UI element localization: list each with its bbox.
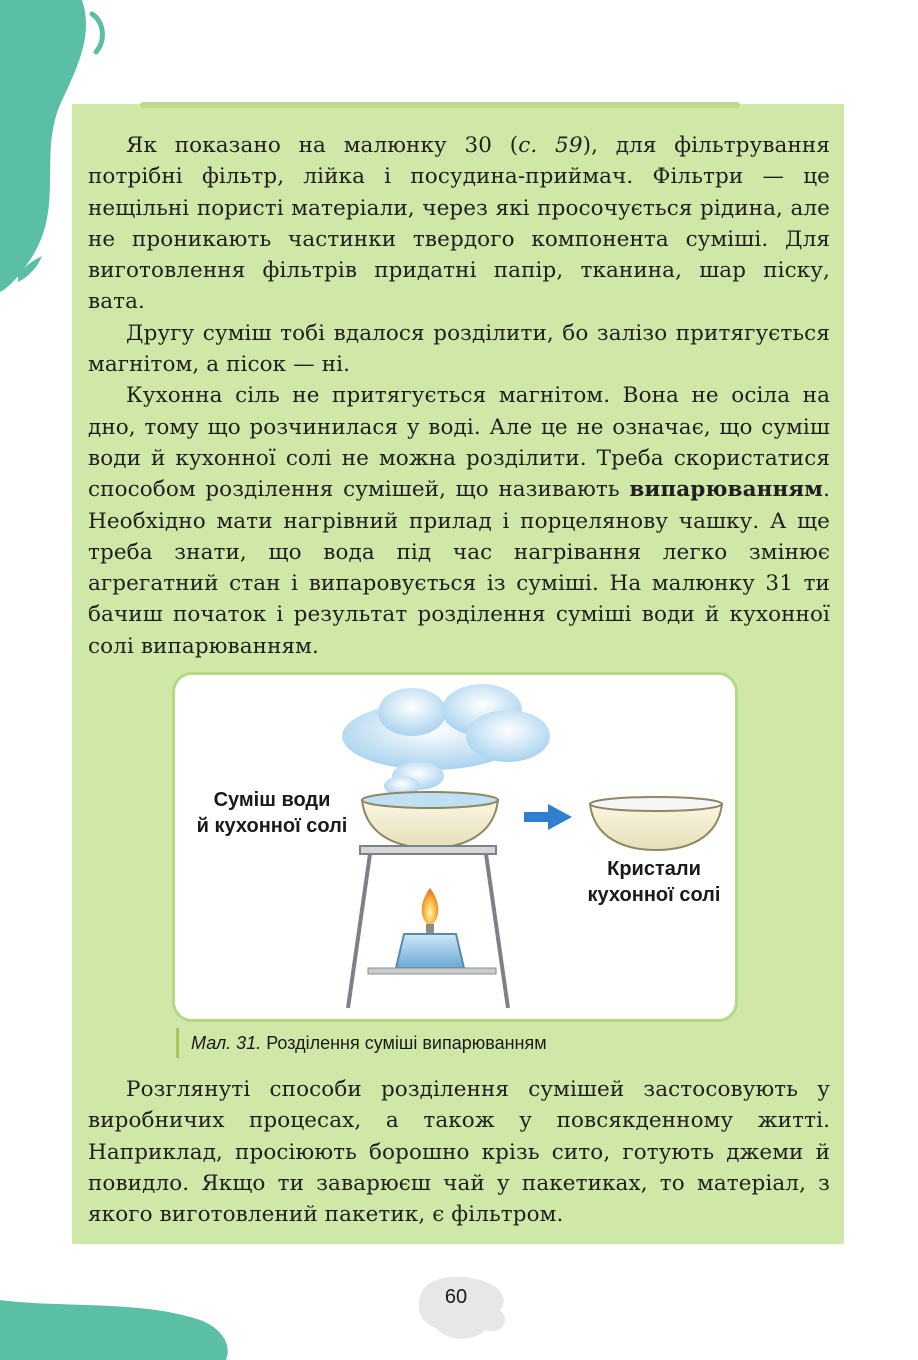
steam-puff-icon	[384, 762, 444, 796]
teal-wave-accent	[92, 14, 102, 52]
page-number: 60	[444, 1286, 468, 1308]
text-run: Кухонна сіль не притягується магнітом. Вона не осіла на дно, тому що розчинилася у воді. Але це не означає, що суміш води й кухонної солі не можна розділити. Треба скористатися способом розділення сумішей, що називають	[88, 383, 830, 503]
label-line: кухонної солі	[587, 884, 721, 906]
evaporation-illustration	[172, 672, 738, 1022]
main-text	[88, 130, 830, 662]
text-run: ), для фільтрування потрібні фільтр, лійка і посудина-приймач. Фільтри — це нещільні пористі матеріали, через які просочується рідина, але не проникають частинки твердого компонента суміші. Для виготовлення фільтрів придатні папір, тканина, шар піску, вата.	[88, 133, 830, 315]
arrow-right-icon	[524, 804, 572, 830]
paragraph-magnet: Другу суміш тобі вдалося розділити, бо залізо притягується магнітом, а пісок — ні.	[88, 320, 830, 378]
steam-cloud-icon	[342, 684, 550, 770]
panel-top-edge	[140, 102, 740, 108]
text-run: . Необхідно мати нагрівний прилад і порцелянову чашку. А ще треба знати, що вода під час нагрівання легко змінює агрегатний стан і випаровується із суміші. На малюнку 31 ти бачиш початок і результат розділення суміші води й кухонної солі випарюванням.	[88, 477, 830, 659]
paragraph-filtering	[88, 130, 830, 318]
label-line: Суміш води	[213, 789, 331, 811]
figure-caption	[176, 1028, 547, 1058]
paragraph-evaporation	[88, 380, 830, 662]
key-term: випарюванням	[629, 477, 824, 503]
bowl-with-salt-crystals-icon	[590, 797, 722, 850]
label-line: Кристали	[607, 858, 701, 880]
label-line: й кухонної солі	[196, 815, 348, 837]
caption-text: Розділення суміші випарюванням	[261, 1033, 547, 1053]
label-salt-crystals	[574, 856, 734, 908]
bowl-with-solution-icon	[362, 792, 498, 848]
text-run: Як показано на малюнку 30 (	[126, 133, 519, 158]
caption-number: Мал. 31.	[191, 1033, 262, 1053]
page-reference: с. 59	[518, 133, 583, 158]
teal-wave-bottom-left	[0, 1300, 228, 1360]
bottom-text	[88, 1074, 830, 1230]
spirit-lamp-icon	[368, 888, 496, 974]
paragraph-applications: Розглянуті способи розділення сумішей застосовують у виробничих процесах, а також у повсякденному житті. Наприклад, просіюють борошно крізь сито, готують джеми й повидло. Якщо ти заварюєш чай у пакетиках, то матеріал, з якого виготовлений пакетик, є фільтром.	[88, 1077, 830, 1228]
label-salt-water-mixture	[180, 787, 364, 839]
